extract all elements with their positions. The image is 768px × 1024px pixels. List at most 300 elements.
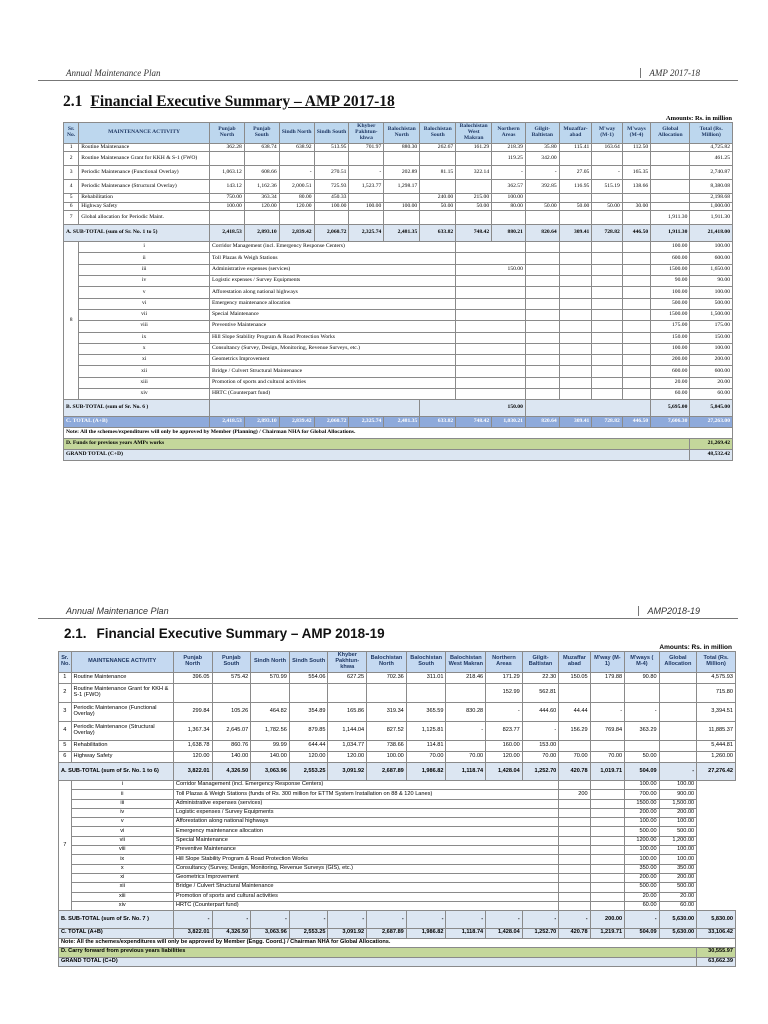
amount-cell [384,194,420,202]
table-row [64,152,733,166]
sr-no: 4 [59,722,72,741]
table-row [59,703,736,722]
empty-cell [209,400,419,417]
empty-cell [525,355,559,366]
row-total: 200.00 [659,873,697,882]
global-allocation: 500.00 [625,827,659,836]
item-amount [559,873,590,882]
financial-summary-table [63,122,733,461]
amount-cell: 3,091.92 [328,929,367,939]
page-title [64,626,738,641]
amount-cell: 70.00 [559,752,590,763]
empty-cell [559,298,592,309]
amount-cell: 860.76 [212,741,251,752]
amount-cell [446,741,486,752]
amount-cell: - [446,722,486,741]
amount-cell: 392.85 [525,180,559,194]
empty-cell [525,276,559,287]
column-header: Khyber Pakhtun-khwa [328,652,367,673]
global-allocation: 100.00 [625,846,659,855]
amount-cell: - [486,703,523,722]
empty-cell [592,343,623,354]
amount-cell: 270.51 [314,166,349,180]
table-row [64,194,733,202]
empty-cell [590,883,624,892]
empty-cell [559,321,592,332]
amount-cell: 2,893.10 [244,225,279,242]
amount-cell: 119.25 [492,152,526,166]
item-activity: Preventive Maintenance [209,321,455,332]
item-activity: Preventive Maintenance [173,846,558,855]
global-item-row [64,253,733,264]
global-allocation: 100.00 [625,855,659,864]
row-total: 20.00 [690,377,733,388]
empty-cell [559,377,592,388]
amount-cell: 1,252.70 [522,929,559,939]
row-total: 600.00 [690,253,733,264]
amount-cell: 100.00 [492,194,526,202]
amount-cell: 3,822.01 [173,929,212,939]
column-header: Sr. No. [59,652,72,673]
amount-cell: 1,523.77 [349,180,384,194]
amount-cell: 820.64 [525,225,559,242]
column-header: M'ways ( M-4) [625,652,659,673]
amount-cell: 161.29 [456,144,492,152]
table-header-row [64,123,733,144]
amount-cell: 115.41 [559,144,592,152]
amounts-note: Amounts: Rs. in million [659,644,732,651]
item-amount [456,287,526,298]
global-item-row [59,808,736,817]
amount-cell: 70.00 [522,752,559,763]
row-total: 1,200.00 [659,836,697,845]
amount-cell: 100.00 [384,202,420,210]
amount-cell: 70.00 [406,752,446,763]
row-total: 100.00 [659,855,697,864]
column-header: M'way (M-1) [590,652,624,673]
section-number: 2.1. [64,626,87,641]
amount-cell: 880.21 [492,225,526,242]
row-total: 100.00 [659,781,697,790]
amount-cell: 504.09 [625,929,659,939]
amount-cell: 120.00 [173,752,212,763]
amount-cell: 2,687.89 [367,763,407,781]
amount-cell: 80.00 [492,202,526,210]
column-header: Total (Rs. Million) [697,652,736,673]
amount-cell: 769.84 [590,722,624,741]
row-total: 150.00 [690,332,733,343]
global-item-row [59,873,736,882]
item-number: ii [71,790,173,799]
item-amount [559,892,590,901]
amount-cell: 420.78 [559,763,590,781]
global-item-row [59,855,736,864]
item-amount [559,799,590,808]
global-allocation: 350.00 [625,864,659,873]
item-number: vi [79,298,210,309]
global-allocation: 500.00 [651,298,690,309]
amount-cell: 163.64 [592,144,623,152]
empty-cell [622,276,650,287]
amount-cell: 365.59 [406,703,446,722]
amount-cell: 562.81 [522,684,559,703]
amount-cell: 2,645.07 [212,722,251,741]
amount-cell: 152.99 [486,684,523,703]
amount-cell: 420.78 [559,929,590,939]
amount-cell: - [559,911,590,929]
item-amount [456,276,526,287]
activity-name: Highway Safety [71,752,173,763]
table-row [64,144,733,152]
item-number: ix [79,332,210,343]
amount-cell: 319.34 [367,703,407,722]
item-activity: Logistic expenses / Survey Equipments [209,276,455,287]
amount-cell: 4,575.93 [697,673,736,684]
row-total: 100.00 [690,242,733,253]
amount-cell: 11,885.37 [697,722,736,741]
amount-cell: 120.00 [289,752,328,763]
amount-cell: 202.89 [384,166,420,180]
amount-cell [367,684,407,703]
empty-cell [622,389,650,400]
amount-cell [492,211,526,225]
amount-cell: 100.00 [349,202,384,210]
global-item-row [64,264,733,275]
amount-cell: 99.99 [251,741,290,752]
amount-cell: 165.35 [622,166,650,180]
empty-cell [592,377,623,388]
amount-cell [525,194,559,202]
global-allocation: 20.00 [625,892,659,901]
global-allocation: 175.00 [651,321,690,332]
amount-cell: 44.44 [559,703,590,722]
amount-cell: 309.41 [559,417,592,428]
row-total: 1,500.00 [659,799,697,808]
global-item-row [64,287,733,298]
item-activity: Corridor Management (incl. Emergency Response Centers) [173,781,558,790]
grand-total-value: 48,532.42 [690,450,733,461]
empty-cell [525,253,559,264]
empty-cell [622,321,650,332]
amount-cell: 120.00 [328,752,367,763]
amount-cell: - [492,166,526,180]
amount-cell [651,202,690,210]
amount-cell [420,152,456,166]
amount-cell [622,194,650,202]
amount-cell: 715.80 [697,684,736,703]
amount-cell [349,194,384,202]
amount-cell: 342.00 [525,152,559,166]
header-right: AMP 2017-18 [640,68,700,78]
amount-cell: 1,162.36 [244,180,279,194]
amount-cell: 2,740.87 [690,166,733,180]
global-allocation: 200.00 [651,355,690,366]
amount-cell: 218.46 [446,673,486,684]
empty-cell [559,309,592,320]
amount-cell: 2,839.42 [279,225,314,242]
approval-note: Note: All the schemes/expenditures will only be approved by Member (Planning) / Chairman NHA for Global Allocations. [64,428,733,439]
sr-no: 1 [59,673,72,684]
row-total: 500.00 [659,883,697,892]
global-allocation: 600.00 [651,366,690,377]
amount-cell: 633.82 [420,225,456,242]
column-header: Khyber Pakhtun-khwa [349,123,384,144]
item-number: iv [71,808,173,817]
sr-no: 7 [64,211,79,225]
amount-cell: 1,986.82 [406,763,446,781]
amount-cell: 150.05 [559,673,590,684]
amount-cell: 446.50 [622,417,650,428]
amount-cell [590,684,624,703]
header-left: Annual Maintenance Plan [66,68,161,78]
amount-cell: 120.00 [279,202,314,210]
amount-cell: 748.42 [456,417,492,428]
empty-cell [590,855,624,864]
global-allocation: 100.00 [651,242,690,253]
empty-cell [525,309,559,320]
amount-cell: - [625,911,659,929]
subtotal-a-row [59,763,736,781]
amount-cell: 738.66 [367,741,407,752]
amount-cell: 450.33 [314,194,349,202]
amount-cell: 444.60 [522,703,559,722]
amount-cell: 116.95 [559,180,592,194]
amount-cell: 3,091.92 [328,763,367,781]
amount-cell: - [625,703,659,722]
column-header: Northern Areas [486,652,523,673]
item-amount [456,389,526,400]
grand-total-label: GRAND TOTAL (C+D) [64,450,690,461]
global-allocation: 90.00 [651,276,690,287]
empty-cell [622,253,650,264]
item-number: xi [71,873,173,882]
amount-cell: 153.00 [522,741,559,752]
column-header: Gilgit-Baltistan [525,123,559,144]
global-allocation: 1500.00 [651,309,690,320]
running-header [38,66,738,81]
amount-cell [349,152,384,166]
empty-cell [592,309,623,320]
amount-cell: 1,118.74 [446,929,486,939]
amount-cell: 2,839.42 [279,417,314,428]
empty-cell [525,377,559,388]
amount-cell [420,211,456,225]
row-total: 200.00 [690,355,733,366]
subtotal-a-label: A. SUB-TOTAL (sum of Sr. No. 1 to 6) [59,763,174,781]
activity-name: Periodic Maintenance (Functional Overlay) [71,703,173,722]
column-header: Sindh North [279,123,314,144]
amount-cell: 50.00 [420,202,456,210]
header-right: AMP2018-19 [638,606,700,616]
table-row [59,741,736,752]
amount-cell: 575.42 [212,673,251,684]
amount-cell: 8,380.08 [690,180,733,194]
grand-total-row [64,450,733,461]
global-item-row [59,901,736,910]
amount-cell: 120.00 [244,202,279,210]
amount-cell [289,684,328,703]
item-activity: Hill Slope Stability Program & Road Protection Works [173,855,558,864]
item-activity: Special Maintenance [209,309,455,320]
item-amount [559,864,590,873]
amount-cell: 1,428.04 [486,763,523,781]
amount-cell: 160.00 [486,741,523,752]
amount-cell: 3,063.96 [251,929,290,939]
column-header: Gilgit-Baltistan [522,652,559,673]
empty-cell [559,242,592,253]
sr-no: 4 [64,180,79,194]
item-amount [559,901,590,910]
column-header: Total (Rs. Million) [690,123,733,144]
item-number: i [71,781,173,790]
empty-cell [622,287,650,298]
amount-cell: 27.05 [559,166,592,180]
amount-cell: 638.92 [279,144,314,152]
amount-cell: 81.15 [420,166,456,180]
amount-cell [244,211,279,225]
empty-cell [525,332,559,343]
empty-cell [592,264,623,275]
amount-cell: 362.57 [492,180,526,194]
item-number: xi [79,355,210,366]
sr-no: 5 [59,741,72,752]
row-total: 1,500.00 [690,309,733,320]
empty-cell [559,276,592,287]
table-row [64,166,733,180]
item-number: xiv [79,389,210,400]
empty-cell [559,343,592,354]
empty-cell [525,287,559,298]
amount-cell: 880.30 [384,144,420,152]
row-total: 175.00 [690,321,733,332]
empty-cell [592,287,623,298]
empty-cell [622,366,650,377]
activity-name: Rehabilitation [79,194,210,202]
grand-total-label: GRAND TOTAL (C+D) [59,957,697,967]
amount-cell: 2,325.74 [349,417,384,428]
empty-cell [525,298,559,309]
amount-cell [651,194,690,202]
amount-cell [456,152,492,166]
activity-name: Periodic Maintenance (Structural Overlay) [79,180,210,194]
item-number: vi [71,827,173,836]
item-activity: Emergency maintenance allocation [173,827,558,836]
empty-cell [525,264,559,275]
subtotal-b-row [59,911,736,929]
amount-cell: 50.00 [625,752,659,763]
item-number: iii [71,799,173,808]
total-c-row [64,417,733,428]
item-number: iv [79,276,210,287]
row-total: 20.00 [659,892,697,901]
global-item-row [59,781,736,790]
amount-cell: 299.84 [173,703,212,722]
amount-cell [251,684,290,703]
item-activity: Geometrics Improvement [173,873,558,882]
item-amount [559,883,590,892]
item-activity: Afforestation along national highways [209,287,455,298]
amount-cell: 748.42 [456,225,492,242]
global-allocation: 20.00 [651,377,690,388]
total-c-row [59,929,736,939]
global-allocation: 600.00 [651,253,690,264]
item-activity: Logistic expenses / Survey Equipments [173,808,558,817]
sr-no: 7 [59,781,72,911]
item-number: vii [71,836,173,845]
amount-cell: 554.06 [289,673,328,684]
amount-cell: 114.81 [406,741,446,752]
row-total: 600.00 [690,366,733,377]
item-activity: Geometrics Improvement [209,355,455,366]
amount-cell: 27,263.00 [690,417,733,428]
amount-cell [651,166,690,180]
amount-cell: 80.00 [279,194,314,202]
global-allocation: 100.00 [651,343,690,354]
empty-cell [590,836,624,845]
item-number: viii [79,321,210,332]
grand-total-row [59,957,736,967]
amount-cell: 1,118.74 [446,763,486,781]
amount-cell: 50.00 [456,202,492,210]
column-header: Sr. No. [64,123,79,144]
amount-cell: - [406,911,446,929]
amount-cell: 1,034.77 [328,741,367,752]
item-amount [456,242,526,253]
item-amount [559,846,590,855]
amp-2017-18-page [38,66,738,461]
amount-cell: 30.00 [622,202,650,210]
empty-cell [590,901,624,910]
item-number: x [79,343,210,354]
amount-cell: 2,481.35 [384,417,420,428]
amount-cell: 100.00 [209,202,244,210]
amount-cell: 33,106.42 [697,929,736,939]
amount-cell: 504.09 [625,763,659,781]
item-amount [456,309,526,320]
global-item-row [64,389,733,400]
item-activity: Administrative expenses (services) [173,799,558,808]
row-total: 60.00 [659,901,697,910]
column-header: MAINTENANCE ACTIVITY [71,652,173,673]
item-amount [559,827,590,836]
empty-cell [525,321,559,332]
empty-cell [622,377,650,388]
global-item-row [64,321,733,332]
amount-cell: 608.66 [244,166,279,180]
item-activity: Consultancy (Survey, Design, Monitoring, Revenue Surveys, etc.) [209,343,455,354]
global-allocation: 200.00 [625,873,659,882]
amount-cell: 50.00 [525,202,559,210]
amp-2018-19-page [38,604,738,967]
column-header: M'ways (M-4) [622,123,650,144]
amount-cell: 100.00 [367,752,407,763]
amount-cell [384,152,420,166]
table-row [64,202,733,210]
amount-cell: 750.00 [209,194,244,202]
empty-cell [525,242,559,253]
funds-d-row [59,948,736,958]
amount-cell [651,144,690,152]
activity-name: Routine Maintenance [71,673,173,684]
activity-name: Routine Maintenance Grant for KKH & S-1 (FWO) [71,684,173,703]
approval-note: Note: All the schemes/expenditures will only be approved by Member (Engg. Coord.) / Chairman NHA for Global Allocations. [59,938,736,948]
activity-name: Periodic Maintenance (Functional Overlay) [79,166,210,180]
item-number: ix [71,855,173,864]
amount-cell: 5,830.00 [697,911,736,929]
empty-cell [592,276,623,287]
total-c-label: C. TOTAL (A+B) [59,929,174,939]
amount-cell: - [522,911,559,929]
